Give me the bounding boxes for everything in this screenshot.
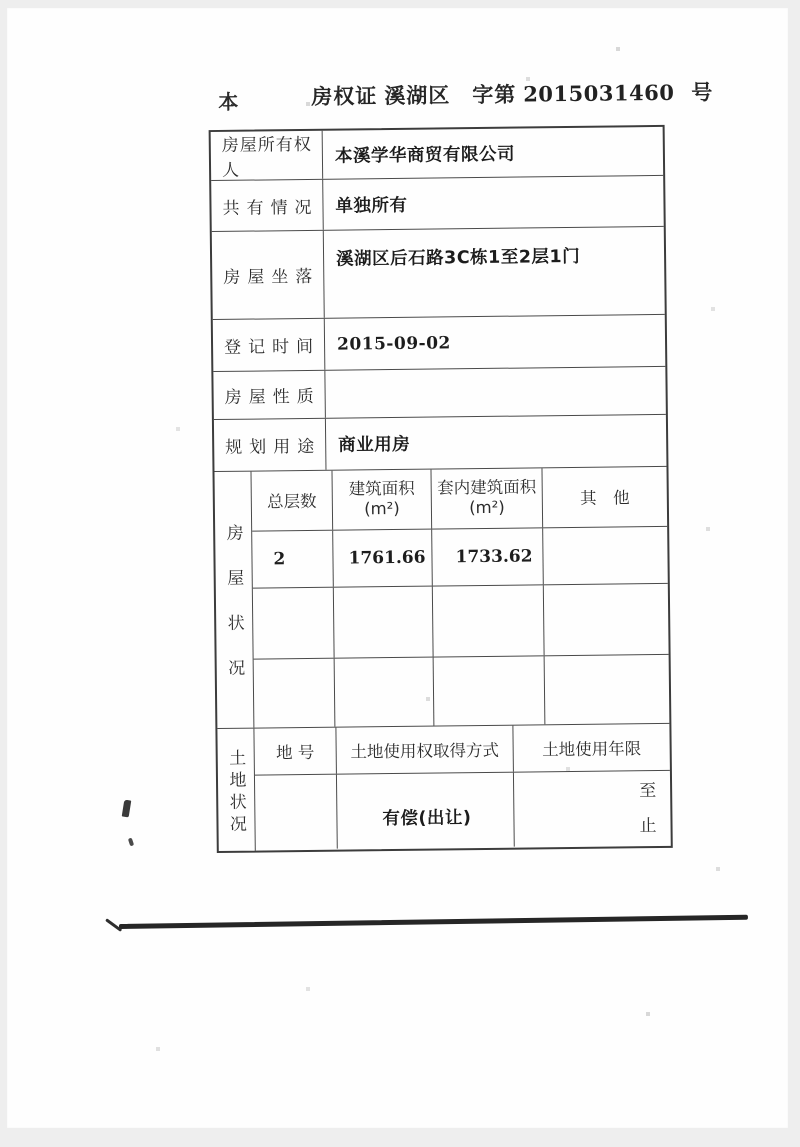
land-status-section (217, 724, 670, 851)
scanned-page (7, 8, 788, 1128)
empty-cell (544, 583, 669, 655)
term-value (514, 771, 671, 847)
certificate-title (3, 71, 800, 114)
building-area-header-line1: 建筑面积 (349, 479, 415, 500)
inner-area-header-line1: 套内建筑面积 (437, 477, 536, 499)
plot-number-value (255, 775, 338, 850)
title-doc-type: 房权证 (311, 80, 377, 111)
land-status-grid (254, 724, 670, 851)
house-status-grid (251, 467, 669, 728)
empty-cell (335, 658, 435, 727)
ownership-label-text: 共 有 情 况 (222, 192, 311, 218)
acquisition-value: 有偿(出让) (337, 773, 515, 849)
certificate-table (209, 125, 673, 853)
house-status-section (214, 467, 669, 729)
ownership-label (211, 180, 324, 231)
owner-label (211, 131, 324, 180)
acquisition-header: 土地使用权取得方式 (336, 726, 514, 774)
building-area-header-line2: (m²) (364, 499, 400, 520)
house-status-empty-row (253, 583, 669, 659)
term-header: 土地使用年限 (513, 724, 670, 772)
empty-cell (433, 585, 545, 657)
ownership-value: 单独所有 (323, 176, 664, 230)
house-nature-label (213, 371, 326, 419)
house-status-empty-row (254, 655, 670, 727)
table-row-house-nature (213, 367, 666, 420)
house-status-data-row (252, 527, 668, 588)
floors-value: 2 (252, 530, 334, 587)
floors-header: 总层数 (251, 471, 333, 531)
house-status-header-row (251, 467, 667, 531)
owner-value: 本溪学华商贸有限公司 (323, 127, 664, 179)
owner-label-text: 房屋所有权人 (222, 130, 312, 181)
empty-cell (334, 586, 434, 658)
empty-cell (434, 657, 546, 726)
table-row-registration-date (213, 315, 666, 372)
building-area-header (332, 470, 432, 530)
land-status-data-row (255, 771, 671, 850)
empty-cell (253, 587, 335, 659)
house-nature-value (325, 367, 666, 418)
empty-cell (545, 655, 670, 724)
title-prefix: 本 (218, 86, 238, 115)
house-status-section-label: 房屋状况 (214, 472, 254, 728)
registration-date-value: 2015-09-02 (325, 315, 666, 370)
registration-date-label-text: 登 记 时 间 (224, 332, 313, 358)
title-zi-di: 字第 (472, 79, 516, 109)
table-row-location (212, 227, 665, 320)
term-from: 至 (639, 776, 656, 801)
location-label (212, 231, 325, 319)
registration-date-label (213, 319, 326, 371)
title-main (311, 76, 713, 111)
location-label-text: 房 屋 坐 落 (223, 262, 312, 288)
house-nature-label-text: 房 屋 性 质 (224, 382, 313, 408)
planned-use-value: 商业用房 (326, 415, 667, 470)
document-content (2, 1, 800, 1147)
inner-area-header-line2: (m²) (469, 498, 505, 519)
land-status-header-row (254, 724, 670, 776)
planned-use-label-text: 规 划 用 途 (225, 432, 314, 458)
title-district: 溪湖区 (384, 79, 450, 110)
term-to: 止 (639, 811, 656, 836)
other-header: 其 他 (542, 467, 667, 527)
location-value: 溪湖区后石路3C栋1至2层1门 (324, 227, 665, 318)
plot-number-header: 地 号 (254, 728, 337, 775)
certificate-number: 2015031460 (523, 80, 674, 107)
inner-area-header (431, 468, 543, 528)
table-row-owner (211, 127, 664, 181)
empty-cell (254, 659, 336, 728)
other-value (543, 527, 668, 584)
building-area-value: 1761.66 (333, 529, 433, 586)
scan-noise (7, 8, 9, 10)
inner-area-value: 1733.62 (432, 528, 544, 585)
title-suffix: 号 (691, 76, 713, 106)
table-row-ownership (211, 176, 664, 232)
planned-use-label (214, 419, 327, 471)
land-status-section-label: 土地状况 (217, 729, 255, 851)
table-row-planned-use (214, 415, 667, 472)
